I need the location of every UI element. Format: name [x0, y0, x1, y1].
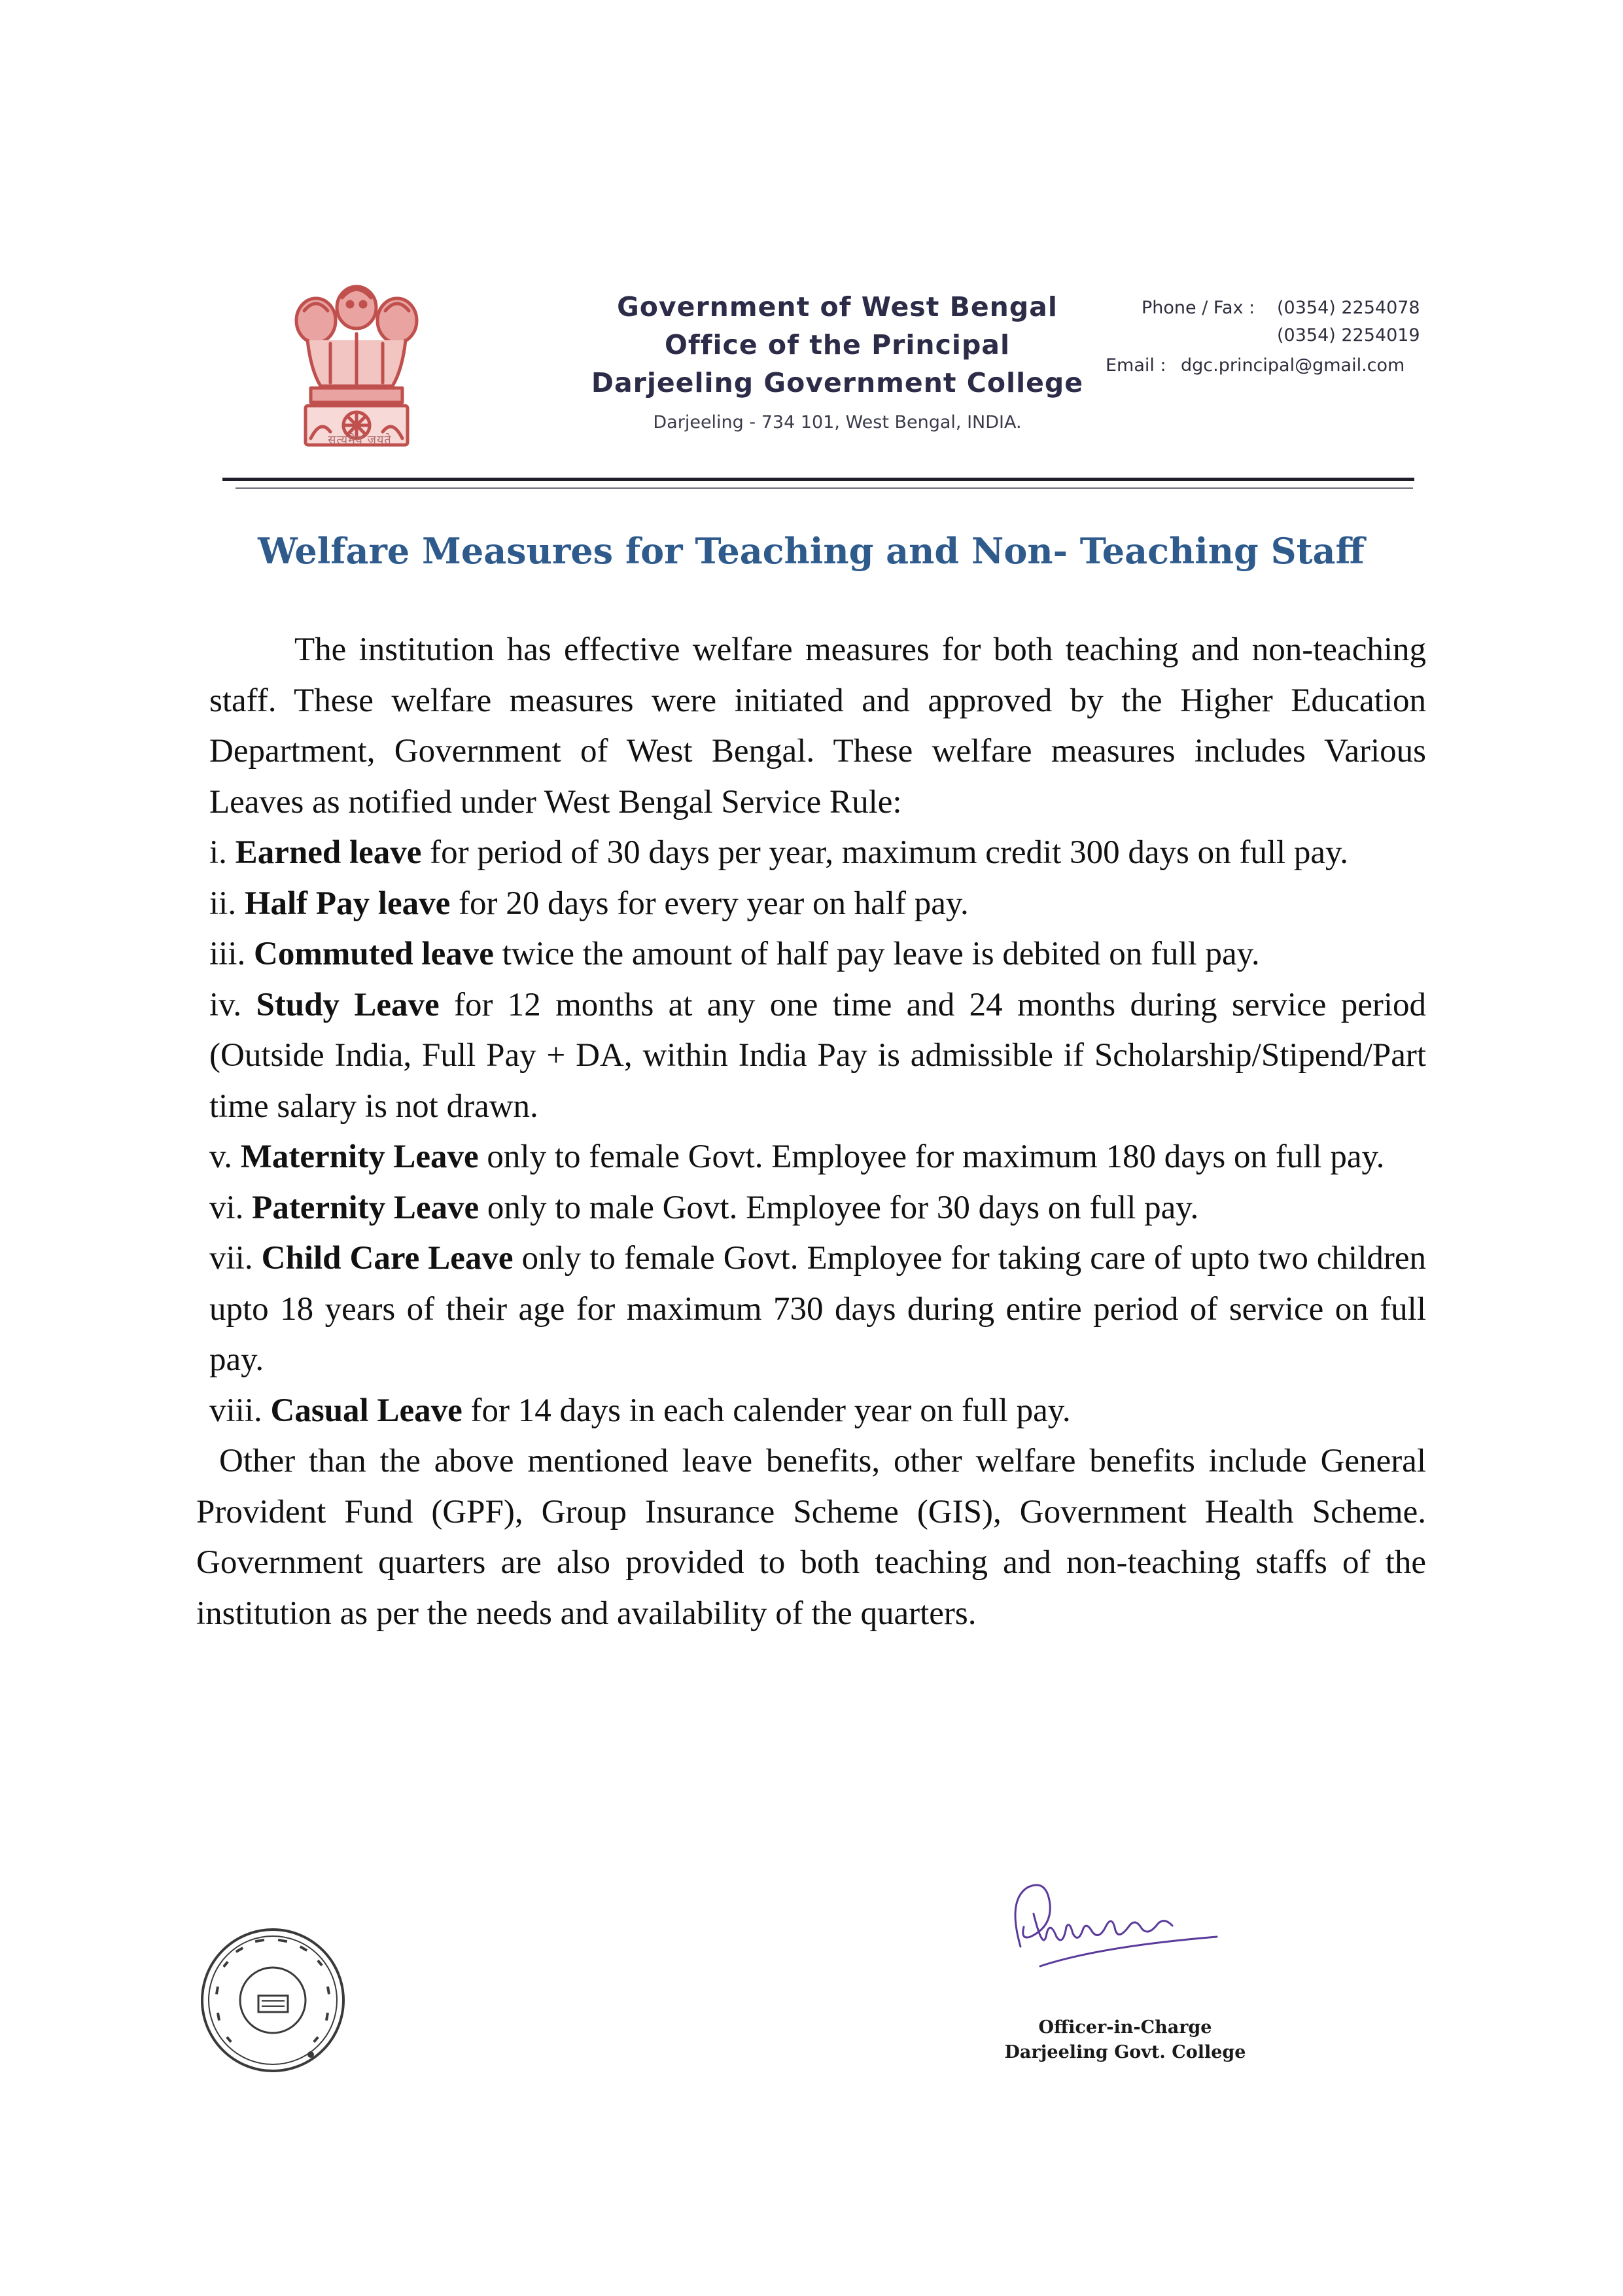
letterhead-divider — [222, 478, 1414, 481]
list-item-text: twice the amount of half pay leave is debited on full pay. — [493, 936, 1260, 972]
signatory-title: Officer-in-Charge — [1038, 2017, 1212, 2038]
phone-number-2: (0354) 2254019 — [1277, 325, 1420, 345]
org-government: Government of West Bengal — [617, 291, 1058, 323]
org-address: Darjeeling - 734 101, West Bengal, INDIA. — [653, 412, 1022, 433]
email-label: Email : — [1106, 355, 1166, 376]
closing-paragraph: Other than the above mentioned leave benefits, other welfare benefits include General Provident Fund (GPF), Group Insurance Scheme (GIS), Government Health Scheme. Government quarters are also provided to both teaching and non-teaching staffs of the institution as per the needs and availability of the quarters. — [196, 1443, 1426, 1632]
list-item-text: only to female Govt. Employee for maximum 180 days on full pay. — [478, 1139, 1385, 1175]
list-item-number: iii. — [209, 936, 246, 972]
list-item-text: for 14 days in each calender year on full pay. — [462, 1392, 1071, 1429]
emblem-motto: सत्यमेव जयते — [328, 433, 392, 447]
list-item-title: Commuted leave — [254, 936, 494, 972]
list-item-number: iv. — [209, 986, 242, 1023]
leave-list — [209, 828, 1426, 1436]
list-item-text: only to female Govt. Employee for taking care of upto two children upto 18 years of their age for maximum 730 days during entire period of service on full pay. — [209, 1240, 1426, 1378]
list-item-text: for 12 months at any one time and 24 months during service period (Outside India, Full Pay + DA, within India Pay is admissible if Scholarship/Stipend/Part time salary is not drawn. — [209, 986, 1426, 1125]
list-item-number: i. — [209, 834, 227, 871]
list-item-title: Casual Leave — [270, 1392, 462, 1429]
document-body — [196, 625, 1426, 1639]
email-address: dgc.principal@gmail.com — [1181, 355, 1405, 376]
list-item-title: Maternity Leave — [240, 1139, 479, 1175]
list-item-title: Paternity Leave — [252, 1189, 480, 1226]
phone-label: Phone / Fax : — [1142, 298, 1255, 318]
list-item-text: for 20 days for every year on half pay. — [450, 885, 969, 922]
list-item — [209, 828, 1426, 879]
signature — [1001, 1875, 1223, 1986]
list-item — [209, 1132, 1426, 1183]
list-item — [209, 1386, 1426, 1437]
list-item — [209, 1183, 1426, 1234]
intro-paragraph: The institution has effective welfare measures for both teaching and non-teaching staff. These welfare measures were initiated and approved by the Higher Education Department, Government of West Bengal. These welfare measures includes Various Leaves as notified under West Bengal Service Rule: — [209, 631, 1426, 821]
signatory-institution: Darjeeling Govt. College — [1004, 2042, 1246, 2062]
list-item — [209, 980, 1426, 1133]
org-college: Darjeeling Government College — [591, 367, 1084, 398]
list-item-text: for period of 30 days per year, maximum credit 300 days on full pay. — [421, 834, 1348, 871]
list-item-number: v. — [209, 1139, 232, 1175]
list-item-number: ii. — [209, 885, 237, 922]
letterhead-contact — [1106, 298, 1433, 383]
list-item-number: vii. — [209, 1240, 253, 1277]
list-item-title: Half Pay leave — [244, 885, 451, 922]
letterhead-divider-thin — [236, 487, 1413, 489]
list-item-title: Study Leave — [256, 986, 440, 1023]
list-item — [209, 879, 1426, 930]
page-title: Welfare Measures for Teaching and Non- Teaching Staff — [258, 530, 1365, 572]
list-item-number: viii. — [209, 1392, 262, 1429]
office-seal-stamp — [196, 1924, 350, 2077]
list-item-title: Earned leave — [235, 834, 422, 871]
letterhead-organization — [576, 288, 1099, 437]
list-item-number: vi. — [209, 1189, 244, 1226]
signatory-block — [968, 2015, 1282, 2065]
org-office: Office of the Principal — [664, 329, 1011, 361]
phone-number-1: (0354) 2254078 — [1277, 298, 1420, 318]
list-item — [209, 929, 1426, 980]
list-item-text: only to male Govt. Employee for 30 days on full pay. — [479, 1189, 1199, 1226]
list-item-title: Child Care Leave — [261, 1240, 514, 1277]
list-item — [209, 1233, 1426, 1386]
